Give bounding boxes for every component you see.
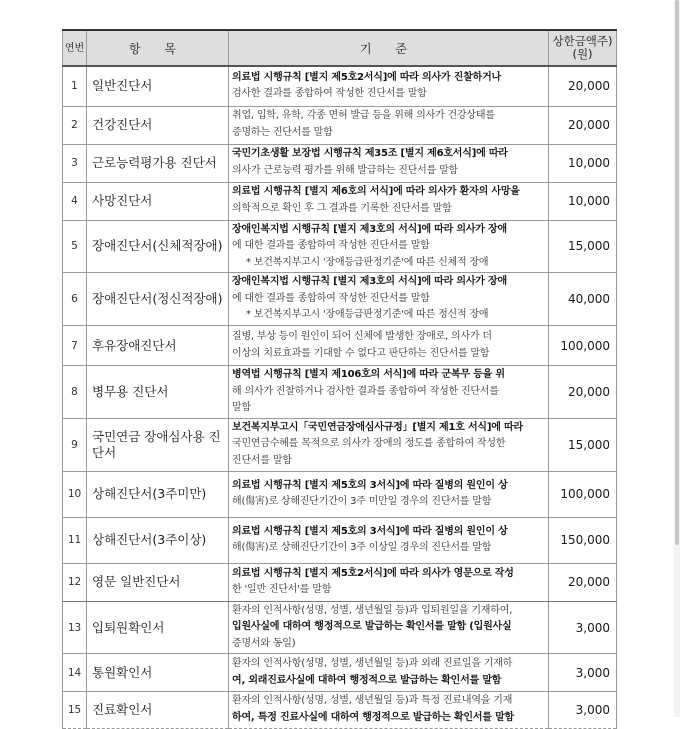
row-number: 10	[63, 471, 87, 517]
criteria-line: 의학적으로 확인 후 그 결과를 기록한 진단서를 말함	[232, 203, 452, 214]
header-amount: 상한금액주)(원)	[549, 30, 617, 66]
table-row	[63, 273, 617, 326]
criteria-line: 환자의 인적사항(성명, 성별, 생년월일 등)과 입퇴원일을 기재하여,	[232, 604, 513, 616]
row-number: 15	[63, 692, 87, 728]
row-number: 1	[63, 66, 87, 106]
criteria-line: 말함	[232, 402, 251, 414]
row-item: 상해진단서(3주미만)	[87, 471, 229, 517]
row-number: 2	[63, 106, 87, 144]
fee-table-body	[63, 66, 617, 728]
table-row	[63, 563, 617, 601]
row-amount: 3,000	[549, 601, 617, 654]
criteria-line: 취업, 입학, 유학, 각종 면허 발급 등을 위해 의사가 건강상태를	[232, 110, 495, 122]
criteria-line: 보건복지부고시「국민연금장애심사규정」[별지 제1호 서식]에 따라	[232, 421, 523, 433]
scrollbar[interactable]	[674, 0, 680, 717]
row-amount: 3,000	[549, 654, 617, 692]
criteria-line: 의료법 시행규칙 [별지 제5호의 3서식]에 따라 질병의 원인이 상	[232, 479, 508, 491]
row-item: 통원확인서	[87, 654, 229, 692]
criteria-line: 증명서와 동일)	[232, 637, 296, 649]
criteria-line: * 보건복지부고시 '장애등급판정기준'에 따른 신체적 장애	[246, 256, 489, 268]
row-item: 입퇴원확인서	[87, 601, 229, 654]
table-row	[63, 66, 617, 106]
criteria-line: 의료법 시행규칙 [별지 제6호의 서식]에 따라 의사가 환자의 사망을	[232, 186, 520, 198]
row-amount: 15,000	[549, 418, 617, 471]
criteria-line: 하여, 특정 진료사실에 대하여 행정적으로 발급하는 확인서를 말함	[232, 712, 514, 723]
criteria-line: 증명하는 진단서를 말함	[232, 127, 333, 138]
criteria-line: 국민기초생활 보장법 시행규칙 제35조 [별지 제6호서식]에 따라	[232, 148, 508, 160]
criteria-line: 해(傷害)로 상해진단기간이 3주 미만일 경우의 진단서를 말함	[232, 496, 492, 508]
table-row	[63, 601, 617, 654]
header-item: 항 목	[87, 30, 229, 66]
criteria-line: 국민연금수혜를 목적으로 의사가 장애의 정도를 종합하여 작성한	[232, 438, 506, 450]
row-amount: 20,000	[549, 66, 617, 106]
row-amount: 20,000	[549, 366, 617, 419]
criteria-line: 해(傷害)로 상해진단기간이 3주 이상일 경우의 진단서를 말함	[232, 542, 492, 554]
row-criteria	[229, 273, 549, 326]
criteria-line: 의료법 시행규칙 [별지 제5호의 3서식]에 따라 질병의 원인이 상	[232, 525, 508, 537]
row-amount: 20,000	[549, 563, 617, 601]
row-amount: 10,000	[549, 182, 617, 220]
table-header-row	[63, 30, 617, 66]
row-amount: 100,000	[549, 326, 617, 366]
criteria-line: 입원사실에 대하여 행정적으로 발급하는 확인서를 말함 (입원사실	[232, 621, 512, 633]
row-number: 8	[63, 366, 87, 419]
row-item: 장애진단서(정신적장애)	[87, 273, 229, 326]
table-row	[63, 418, 617, 471]
row-item: 국민연금 장애심사용 진단서	[87, 418, 229, 471]
table-row	[63, 517, 617, 563]
table-row	[63, 692, 617, 728]
table-row	[63, 471, 617, 517]
criteria-line: * 보건복지부고시 '장애등급판정기준'에 따른 정신적 장애	[246, 309, 489, 321]
row-item: 상해진단서(3주이상)	[87, 517, 229, 563]
table-row	[63, 326, 617, 366]
fee-table	[62, 29, 617, 729]
criteria-line: 질병, 부상 등이 원인이 되어 신체에 발생한 장애로, 의사가 더	[232, 330, 492, 342]
row-amount: 150,000	[549, 517, 617, 563]
row-amount: 10,000	[549, 144, 617, 182]
row-amount: 20,000	[549, 106, 617, 144]
row-number: 9	[63, 418, 87, 471]
criteria-line: 진단서를 말함	[232, 455, 292, 467]
criteria-line: 장애인복지법 시행규칙 [별지 제3호의 서식]에 따라 의사가 장애	[232, 276, 507, 288]
row-item: 사망진단서	[87, 182, 229, 220]
criteria-line: 해 의사가 진찰하거나 검사한 결과를 종합하여 작성한 진단서를	[232, 385, 499, 397]
criteria-line: 한 '일반 진단서'를 말함	[232, 584, 332, 596]
criteria-line: 환자의 인적사항(성명, 성별, 생년월일 등)과 특정 진료내역을 기재	[232, 695, 513, 707]
row-amount: 100,000	[549, 471, 617, 517]
row-number: 4	[63, 182, 87, 220]
table-row	[63, 182, 617, 220]
row-item: 건강진단서	[87, 106, 229, 144]
row-item: 영문 일반진단서	[87, 563, 229, 601]
row-item: 장애진단서(신체적장애)	[87, 220, 229, 273]
row-criteria	[229, 144, 549, 182]
criteria-line: 환자의 인적사항(성명, 성별, 생년월일 등)과 외래 진료일을 기재하	[232, 658, 513, 670]
row-criteria	[229, 601, 549, 654]
row-number: 5	[63, 220, 87, 273]
table-row	[63, 654, 617, 692]
row-criteria	[229, 471, 549, 517]
row-item: 근로능력평가용 진단서	[87, 144, 229, 182]
criteria-line: 의사가 근로능력 평가를 위해 발급하는 진단서를 말함	[232, 165, 458, 176]
row-amount: 40,000	[549, 273, 617, 326]
row-item: 진료확인서	[87, 692, 229, 728]
row-number: 7	[63, 326, 87, 366]
row-number: 14	[63, 654, 87, 692]
row-criteria	[229, 654, 549, 692]
criteria-line: 검사한 결과를 종합하여 작성한 진단서를 말함	[232, 88, 427, 100]
criteria-line: 에 대한 결과를 종합하여 작성한 진단서를 말함	[232, 292, 430, 304]
row-criteria	[229, 517, 549, 563]
header-criteria: 기 준	[229, 30, 549, 66]
row-criteria	[229, 692, 549, 728]
row-number: 13	[63, 601, 87, 654]
row-item: 병무용 진단서	[87, 366, 229, 419]
row-criteria	[229, 220, 549, 273]
row-amount: 3,000	[549, 692, 617, 728]
criteria-line: 장애인복지법 시행규칙 [별지 제3호의 서식]에 따라 의사가 장애	[232, 223, 507, 235]
row-criteria	[229, 326, 549, 366]
row-criteria	[229, 182, 549, 220]
table-row	[63, 220, 617, 273]
row-number: 12	[63, 563, 87, 601]
criteria-line: 의료법 시행규칙 [별지 제5호2서식]에 따라 의사가 진찰하거나	[232, 71, 501, 83]
scrollbar-thumb[interactable]	[675, 0, 679, 545]
criteria-line: 여, 외래진료사실에 대하여 행정적으로 발급하는 확인서를 말함	[232, 674, 502, 686]
row-item: 후유장애진단서	[87, 326, 229, 366]
row-number: 11	[63, 517, 87, 563]
row-criteria	[229, 418, 549, 471]
row-amount: 15,000	[549, 220, 617, 273]
table-row	[63, 106, 617, 144]
criteria-line: 의료법 시행규칙 [별지 제5호2서식]에 따라 의사가 영문으로 작성	[232, 567, 514, 579]
row-criteria	[229, 106, 549, 144]
row-item: 일반진단서	[87, 66, 229, 106]
criteria-line: 에 대한 결과를 종합하여 작성한 진단서를 말함	[232, 240, 430, 252]
criteria-line: 병역법 시행규칙 [별지 제106호의 서식]에 따라 군복무 등을 위	[232, 369, 505, 381]
header-no: 연번	[63, 30, 87, 66]
row-criteria	[229, 563, 549, 601]
table-row	[63, 366, 617, 419]
row-criteria	[229, 366, 549, 419]
row-number: 3	[63, 144, 87, 182]
row-criteria	[229, 66, 549, 106]
criteria-line: 이상의 치료효과를 기대할 수 없다고 판단하는 진단서를 말함	[232, 347, 490, 359]
row-number: 6	[63, 273, 87, 326]
table-row	[63, 144, 617, 182]
